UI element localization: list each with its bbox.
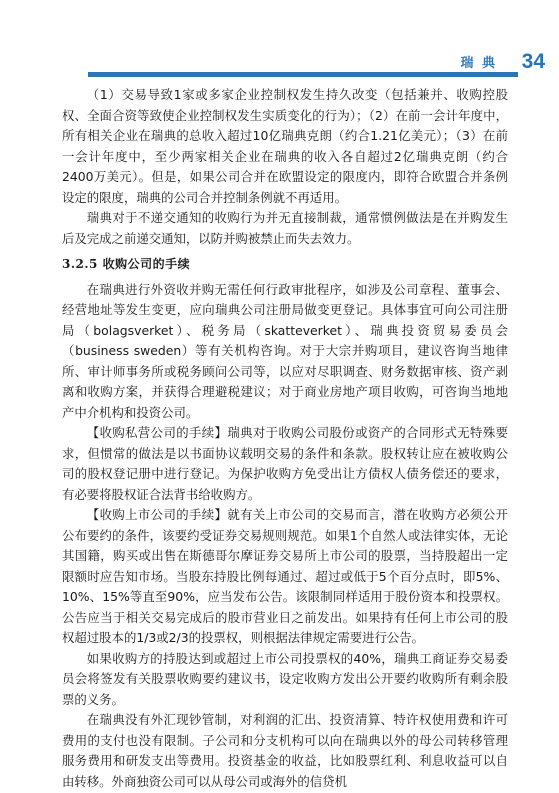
page-body bbox=[62, 85, 508, 792]
running-header-title: 瑞 典 bbox=[460, 56, 497, 71]
paragraph-listed-company: 【收购上市公司的手续】就有关上市公司的交易而言，潜在收购方必须公开公布要约的条件，该要约受证券交易规则规范。如果1个自然人或法律实体，无论其国籍，购买或出售在斯德哥尔摩证券交易所上市公司的股票，当持股超出一定限额时应告知市场。当股东持股比例每通过、超过或低于5个百分点时，即5%、10%、15%等直至90%，应当发布公告。该限制同样适用于股份资本和投票权。公告应当于相关交易完成后的股市营业日之前发出。如果持有任何上市公司的股权超过股本的1/3或2/3的投票权，则根据法律规定需要进行公告。 bbox=[62, 507, 508, 645]
paragraph-tender-offer: 如果收购方的持股达到或超过上市公司投票权的40%，瑞典工商证券交易委员会将签发有关股票收购要约建议书，设定收购方发出公开要约收购所有剩余股票的义务。 bbox=[62, 650, 508, 707]
header-rule bbox=[88, 72, 518, 77]
page-number: 34 bbox=[521, 50, 545, 73]
paragraph-exchange-control: 在瑞典没有外汇现钞管制，对利润的汇出、投资清算、特许权使用费和许可费用的支付也没有限制。子公司和分支机构可以向在瑞典以外的母公司转移管理服务费用和研发支出等费用。投资基金的收益，比如股票红利、利息收益可以自由转移。外商独资公司可以从母公司或海外的信贷机 bbox=[62, 712, 508, 789]
paragraph-notification: 瑞典对于不递交通知的收购行为并无直接制裁，通常惯例做法是在并购发生后及完成之前递交通知，以防并购被禁止而失去效力。 bbox=[62, 210, 508, 246]
paragraph-conditions: （1）交易导致1家或多家企业控制权发生持久改变（包括兼并、收购控股权、全面合资等致使企业控制权发生实质变化的行为）；（2）在前一会计年度中，所有相关企业在瑞典的总收入超过10亿瑞典克朗（约合1.21亿美元）；（3）在前一会计年度中，至少两家相关企业在瑞典的收入各自超过2亿瑞典克朗（约合2400万美元）。但是，如果公司合并在欧盟设定的限度内，即符合欧盟合并条例设定的限度，瑞典的公司合并控制条例就不再适用。 bbox=[62, 87, 508, 205]
paragraph-private-company: 【收购私营公司的手续】瑞典对于收购公司股份或资产的合同形式无特殊要求，但惯常的做法是以书面协议载明交易的条件和条款。股权转让应在被收购公司的股权登记册中进行登记。为保护收购方免受出让方债权人债务偿还的要求，有必要将股权证合法背书给收购方。 bbox=[62, 425, 508, 502]
paragraph-procedure: 在瑞典进行外资收并购无需任何行政审批程序，如涉及公司章程、董事会、经营地址等发生变更，应向瑞典公司注册局做变更登记。具体事宜可向公司注册局（bolagsverket）、税务局（skatteverket）、瑞典投资贸易委员会（business sweden）等有关机构咨询。对于大宗并购项目，建议咨询当地律所、审计师事务所或税务顾问公司等，以应对尽职调查、财务数据审核、资产剥离和收购方案，并获得合理避税建议；对于商业房地产项目收购，可咨询当地地产中介机构和投资公司。 bbox=[62, 281, 508, 420]
section-heading: 3.2.5 收购公司的手续 bbox=[62, 257, 191, 271]
